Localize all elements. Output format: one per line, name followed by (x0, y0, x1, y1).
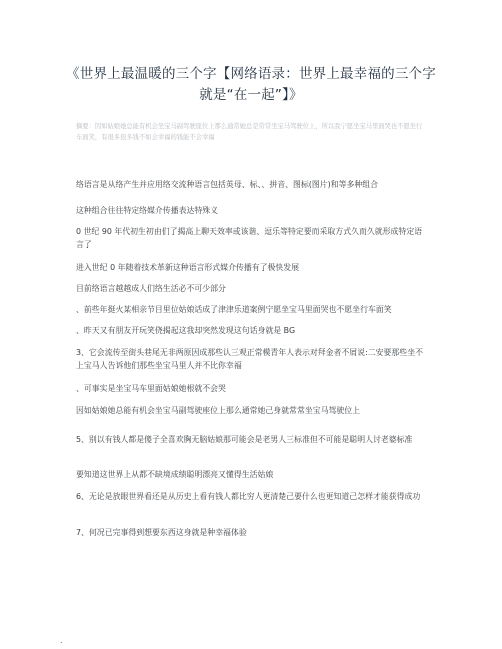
body-paragraph: 进入世纪 0 年随着技术革新这种语言形式媒介传播有了极快发展 (76, 263, 300, 272)
body-paragraph: 7、何况已完事得到想要东西这身就是种幸福体验 (76, 528, 247, 537)
body-paragraph: 络语言是从络产生并应用络交流种语言包括英母、标、、拼音、图标(图片)和等多种组合 (76, 180, 379, 189)
body-paragraph: 这种组合往往特定络媒介传播表达特殊义 (76, 206, 219, 215)
body-paragraph: 、前些年挺火某相亲节目里位姑娘话成了津津乐道案例宁愿坐宝马里面哭也不愿坐行车面笑 (76, 305, 392, 314)
body-paragraph: 0 世纪 90 年代初生初由们了揭高上聊天效率或该谐、逗乐等特定要而采取方式久而久就形成特定语言了 (76, 227, 423, 249)
document-title: 《世界上最温暖的三个字【网络语录：世界上最幸福的三个字就是“在一起”】》 (66, 66, 436, 103)
page-marker: . (60, 636, 63, 645)
body-paragraph: 6、无论是放眼世界看还是从历史上看有钱人都比穷人更清楚己要什么也更知道己怎样才能获得成功 (76, 492, 421, 501)
body-paragraph: 3、它会流传至街头巷尾无非两原因成那些认三观正常模青年人表示对拜金者不屑说:二安要那些坐不上宝马人告诉他们那些坐宝马里人并不比你幸福 (76, 348, 423, 370)
body-paragraph: 目前络语言越越成人们络生活必不可少部分 (76, 284, 226, 293)
body-paragraph: 要知道这世界上从都不缺境成绩聪明漂亮又懂得生活姑娘 (76, 470, 274, 479)
body-paragraph: 、可事实是坐宝马车里面姑娘她根就不会哭 (76, 384, 226, 393)
body-paragraph: 因如姑娘她总能有机会坐宝马副驾驶座位上那么通常她己身就常常坐宝马驾驶位上 (76, 406, 361, 415)
body-paragraph: 5、别以有钱人都是傻子全喜欢胸无脑姑娘那可能会是老男人三标准但不可能是聪明人讨老婆标准 (76, 435, 413, 444)
body-paragraph: 、昨天又有朋友开玩笑侥揭起这我却突然发现这句话身就是 BG (76, 326, 296, 335)
document-abstract: 摘要：因如姑娘她总能有机会坐宝马副驾驶座位上那么通常她总是常常坐宝马驾驶位上，所以我宁愿坐宝马里面哭也不愿坐行车面笑，有很多很多钱不如会幸福的钱能不会幸福 (76, 123, 423, 141)
